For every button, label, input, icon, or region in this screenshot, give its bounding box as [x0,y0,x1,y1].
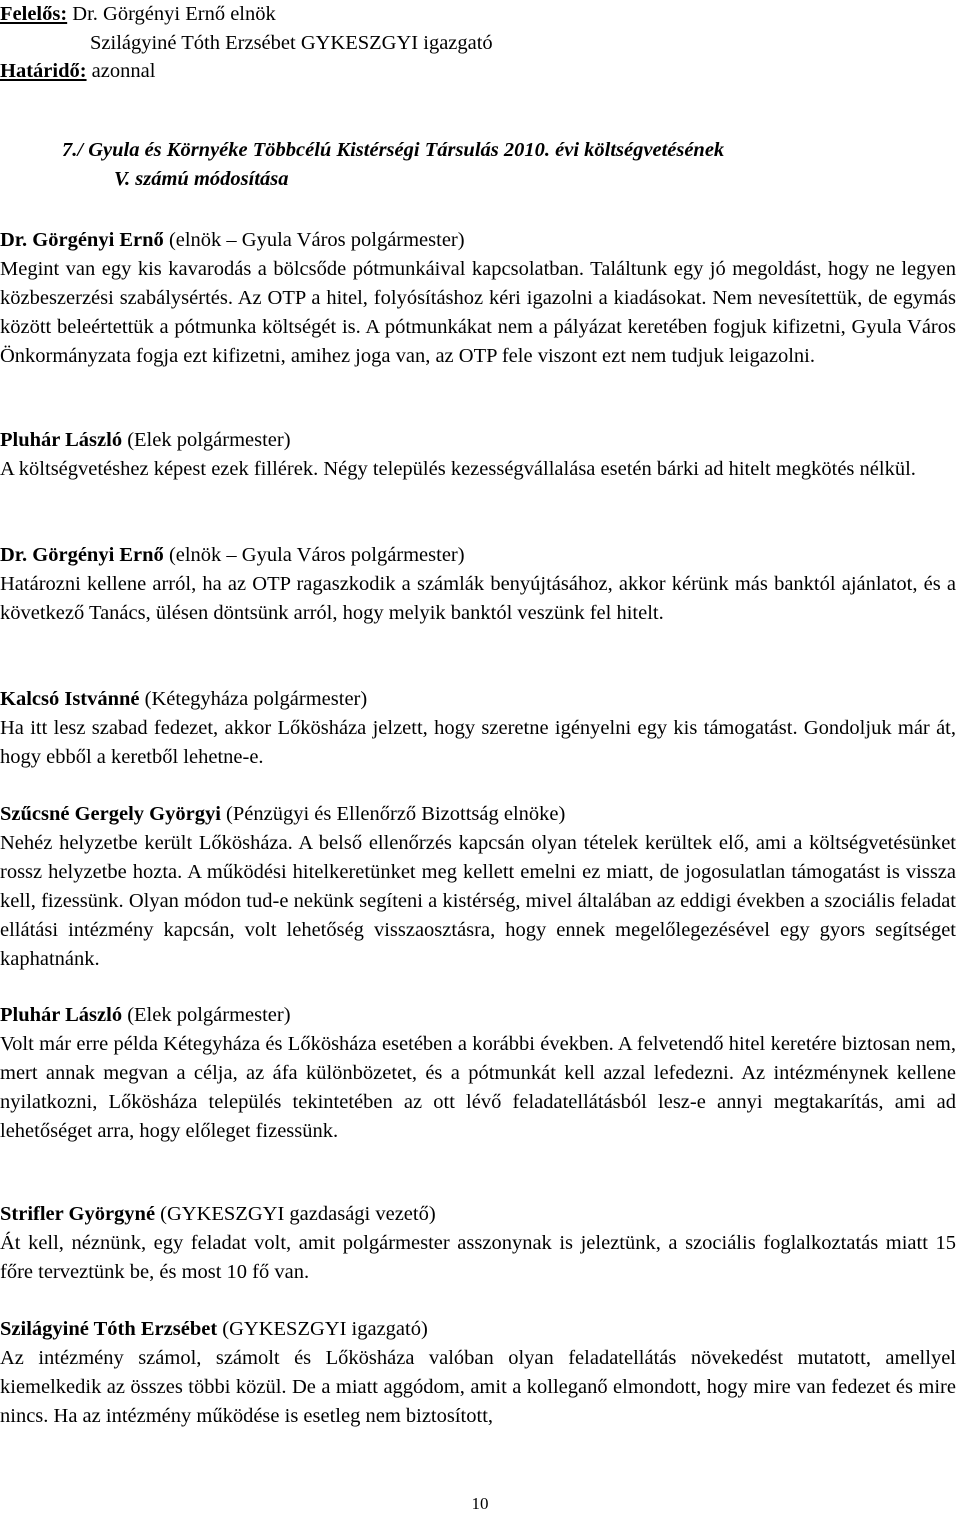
felelos-name-1: Dr. Görgényi Ernő elnök [67,3,276,25]
agenda-title-line-1: 7./ Gyula és Környéke Többcélú Kistérségi Társulás 2010. évi költségvetésének [62,139,725,161]
hatarido-label: Határidő: [0,60,87,82]
speaker-line [0,541,956,570]
speech-text: Ha itt lesz szabad fedezet, akkor Lőkösháza jelzett, hogy szeretne igényelni egy kis támogatást. Gondoljuk már át, hogy ebből a keretből lehetne-e. [0,717,956,768]
speaker-line [0,426,956,455]
speaker-role: (GYKESZGYI igazgató) [217,1318,428,1340]
speech-text: Megint van egy kis kavarodás a bölcsőde pótmunkáival kapcsolatban. Találtunk egy jó megoldást, hogy ne legyen közbeszerzési szabálysértés. Az OTP a hitel, folyósításhoz kéri igazolni a kiadásokat. Nem nevesítettük, de egymás között beleértettük a pótmunka költségét is. A pótmunkákat nem a pályázat keretében fogjuk kifizetni, Gyula Város Önkormányzata fogja ezt kifizetni, amihez joga van, az OTP fele viszont ezt nem tudjuk leigazolni. [0,258,956,367]
responsibility-header [0,0,960,86]
speaker-section [0,685,956,772]
speech-text: Volt már erre példa Kétegyháza és Lőkösháza esetében a korábbi években. A felvetendő hitel keretére biztosan nem, mert annak megvan a célja, az áfa különbözetet, és a pótmunkát kell azzal lefedezni. Az intézménynek kellene nyilatkozni, Lőkösháza település tekintetében az ott lévő feladatellátásból lesz-e annyi megtakarítás, ami ad lehetőséget arra, hogy előleget fizessünk. [0,1033,956,1142]
speaker-role: (elnök – Gyula Város polgármester) [163,544,465,566]
speaker-section [0,226,956,371]
felelos-row [0,0,960,29]
felelos-label: Felelős: [0,3,68,25]
page-number: 10 [471,1494,489,1513]
speaker-name: Szilágyiné Tóth Erzsébet [0,1318,218,1340]
speech-text: A költségvetéshez képest ezek fillérek. Négy település kezességvállalása esetén bárki ad hitelt megkötés nélkül. [0,458,916,480]
speaker-section [0,1200,956,1287]
speaker-name: Dr. Görgényi Ernő [0,229,164,251]
speaker-line [0,226,956,255]
speaker-section [0,1315,956,1431]
speaker-section [0,541,956,628]
speaker-name: Szűcsné Gergely Györgyi [0,803,221,825]
speech-text: Az intézmény számol, számolt és Lőkösháza valóban olyan feladatellátás növekedést mutatott, amellyel kiemelkedik az összes többi közül. De a miatt aggódom, amit a kolleganő elmondott, hogy mire van fedezet és mire nincs. Ha az intézmény működése is esetleg nem biztosított, [0,1347,956,1427]
speech-text: Nehéz helyzetbe került Lőkösháza. A belső ellenőrzés kapcsán olyan tételek kerültek elő, ami a költségvetésünket rossz helyzetbe hozta. A működési hitelkeretünket meg kellett emelni ez miatt, de jogosulatlan támogatást is vissza kell, fizessünk. Olyan módon tud-e nekünk segíteni a kistérség, mivel általában az eddigi években a szociális feladat ellátási intézmény kapcsán, volt lehetőség visszaosztásra, hogy ennek megelőlegezésével egy gyors segítséget kaphatnánk. [0,832,956,970]
hatarido-value: azonnal [86,60,156,82]
speaker-name: Dr. Görgényi Ernő [0,544,164,566]
speaker-section [0,1001,956,1146]
speaker-name: Pluhár László [0,429,123,451]
speaker-line [0,800,956,829]
speaker-role: (GYKESZGYI gazdasági vezető) [155,1203,436,1225]
speaker-role: (Pénzügyi és Ellenőrző Bizottság elnöke) [220,803,566,825]
speaker-role: (elnök – Gyula Város polgármester) [163,229,465,251]
speaker-name: Strifler Györgyné [0,1203,156,1225]
speaker-line [0,1200,956,1229]
speech-text: Határozni kellene arról, ha az OTP ragaszkodik a számlák benyújtásához, akkor kérünk más banktól ajánlatot, és a következő Tanács, ülésen döntsünk arról, hogy melyik banktól veszünk fel hitelt. [0,573,956,624]
speaker-role: (Elek polgármester) [122,429,291,451]
agenda-item-title [62,136,922,194]
speaker-name: Kalcsó Istvánné [0,688,140,710]
speaker-line [0,685,956,714]
speech-text: Át kell, néznünk, egy feladat volt, amit polgármester asszonynak is jeleztünk, a szociális foglalkoztatás miatt 15 főre terveztünk be, és most 10 fő van. [0,1232,956,1283]
speaker-name: Pluhár László [0,1004,123,1026]
speaker-role: (Kétegyháza polgármester) [139,688,368,710]
speaker-section [0,800,956,974]
speaker-role: (Elek polgármester) [122,1004,291,1026]
speaker-line [0,1001,956,1030]
speaker-line [0,1315,956,1344]
hatarido-row [0,57,960,86]
speaker-section [0,426,956,484]
felelos-name-2: Szilágyiné Tóth Erzsébet GYKESZGYI igazgató [90,31,493,54]
agenda-title-line-2: V. számú módosítása [114,168,289,190]
